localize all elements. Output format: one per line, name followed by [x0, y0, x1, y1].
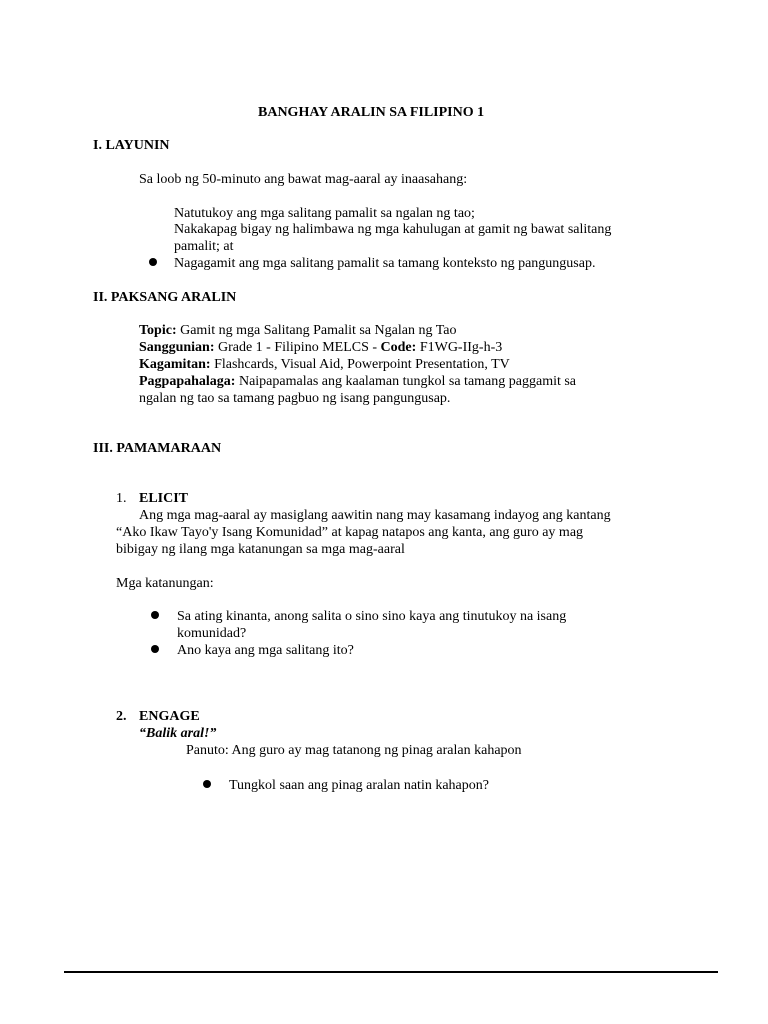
- topic-label: Topic:: [139, 323, 177, 338]
- layunin-item: Nakakapag bigay ng halimbawa ng mga kahulugan at gamit ng bawat salitang: [174, 222, 612, 237]
- paksa-kagamitan: [139, 356, 510, 373]
- bullet-icon: [149, 258, 157, 266]
- engage-subtitle: “Balik aral!”: [139, 726, 217, 741]
- question-item: Ano kaya ang mga salitang ito?: [177, 643, 354, 658]
- bullet-icon: [151, 645, 159, 653]
- elicit-number: 1.: [116, 491, 127, 506]
- code-value: F1WG-IIg-h-3: [416, 340, 503, 355]
- sanggunian-label: Sanggunian:: [139, 340, 215, 355]
- engage-question: Tungkol saan ang pinag aralan natin kahapon?: [229, 778, 489, 793]
- section-heading-paksa: II. PAKSANG ARALIN: [93, 290, 237, 305]
- layunin-item: Natutukoy ang mga salitang pamalit sa ngalan ng tao;: [174, 206, 475, 221]
- questions-label: Mga katanungan:: [116, 576, 214, 591]
- paksa-sanggunian: [139, 339, 502, 356]
- code-label: Code:: [380, 340, 417, 355]
- kagamitan-value: Flashcards, Visual Aid, Powerpoint Presentation, TV: [210, 357, 510, 372]
- pagpapahalaga-label: Pagpapahalaga:: [139, 374, 236, 389]
- kagamitan-label: Kagamitan:: [139, 357, 211, 372]
- layunin-item-continuation: pamalit; at: [174, 239, 234, 254]
- page-bottom-rule: [64, 971, 718, 973]
- engage-number: 2.: [116, 709, 127, 724]
- section-heading-pamamaraan: III. PAMAMARAAN: [93, 441, 222, 456]
- question-item-continuation: komunidad?: [177, 626, 247, 641]
- elicit-text: “Ako Ikaw Tayo'y Isang Komunidad” at kapag natapos ang kanta, ang guro ay mag: [116, 525, 584, 540]
- section-heading-layunin: I. LAYUNIN: [93, 138, 170, 153]
- document-title: BANGHAY ARALIN SA FILIPINO 1: [258, 105, 485, 120]
- bullet-icon: [203, 780, 211, 788]
- elicit-heading: ELICIT: [139, 491, 189, 506]
- question-item: Sa ating kinanta, anong salita o sino sino kaya ang tinutukoy na isang: [177, 609, 567, 624]
- paksa-topic: [139, 322, 457, 339]
- pagpapahalaga-line2: ngalan ng tao sa tamang pagbuo ng isang pangungusap.: [139, 391, 451, 406]
- engage-heading: ENGAGE: [139, 709, 200, 724]
- paksa-pagpapahalaga: [139, 373, 576, 390]
- bullet-icon: [151, 611, 159, 619]
- layunin-item: Nagagamit ang mga salitang pamalit sa tamang konteksto ng pangungusap.: [174, 256, 596, 271]
- pagpapahalaga-value: Naipapamalas ang kaalaman tungkol sa tamang paggamit sa: [235, 374, 577, 389]
- layunin-intro: Sa loob ng 50-minuto ang bawat mag-aaral ay inaasahang:: [139, 172, 468, 187]
- topic-value: Gamit ng mga Salitang Pamalit sa Ngalan ng Tao: [176, 323, 457, 338]
- elicit-text: bibigay ng ilang mga katanungan sa mga mag-aaral: [116, 542, 405, 557]
- sanggunian-value: Grade 1 - Filipino MELCS -: [214, 340, 381, 355]
- elicit-text: Ang mga mag-aaral ay masiglang aawitin nang may kasamang indayog ang kantang: [139, 508, 611, 523]
- engage-panuto: Panuto: Ang guro ay mag tatanong ng pinag aralan kahapon: [186, 743, 522, 758]
